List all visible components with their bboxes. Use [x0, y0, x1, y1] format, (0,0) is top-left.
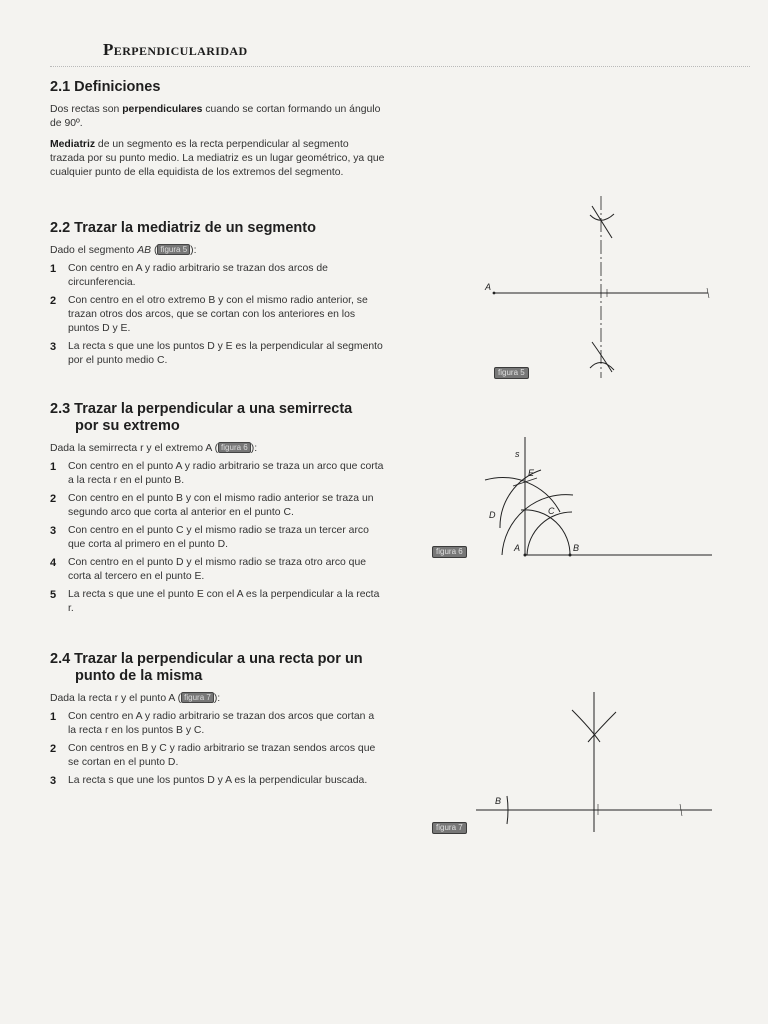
text-italic: AB — [137, 245, 152, 256]
arc-bottom-left — [592, 342, 612, 372]
step-number: 5 — [50, 589, 57, 601]
page-title: Perpendicularidad — [103, 40, 248, 59]
heading-line: 2.3 Trazar la perpendicular a una semirrecta — [50, 401, 353, 417]
step-list — [50, 460, 385, 616]
text-span: Dada la recta r y el punto A ( — [50, 693, 182, 704]
point-b — [569, 554, 572, 557]
step-number: 1 — [50, 461, 57, 473]
step-text: La recta s que une el punto E con el A es la perpendicular a la recta r. — [68, 589, 380, 614]
section-heading: 2.2 Trazar la mediatriz de un segmento — [50, 220, 316, 236]
label-b: B — [573, 543, 580, 553]
step-number: 1 — [50, 263, 57, 275]
tick-c — [680, 804, 682, 816]
step-list — [50, 710, 385, 788]
step-text: La recta s que une los puntos D y E es la perpendicular al segmento por el punto medio C. — [68, 341, 383, 366]
step-text: Con centros en B y C y radio arbitrario se trazan sendos arcos que se cortan en el punto D. — [68, 743, 376, 768]
arc-top-left — [590, 214, 614, 220]
step-number: 2 — [50, 743, 57, 755]
point-a — [493, 292, 496, 295]
arc-from-b — [521, 510, 570, 556]
section-intro: Dado el segmento AB ( figura 5 ): — [50, 245, 197, 256]
arc-from-d — [500, 470, 541, 528]
term-bold: Mediatriz — [50, 139, 96, 150]
step-text: Con centro en A y radio arbitrario se trazan dos arcos que cortan a la recta r en los puntos B y C. — [68, 711, 375, 736]
label-a: A — [485, 282, 492, 292]
figure-7-label: figura 7 — [432, 822, 467, 834]
arc-first — [527, 512, 572, 555]
label-s: s — [515, 449, 520, 459]
step-text: Con centro en el otro extremo B y con el mismo radio anterior, se trazan otros dos arcos, que se cortan con los anteriores en los puntos D y E. — [68, 295, 368, 334]
step-item — [50, 742, 385, 770]
figure-6-label: figura 6 — [432, 546, 467, 558]
title-divider — [50, 66, 750, 68]
step-number: 2 — [50, 493, 57, 505]
step-number: 1 — [50, 711, 57, 723]
step-item — [50, 774, 385, 788]
arc-d-left — [572, 710, 600, 742]
definition-mediatriz — [50, 138, 385, 180]
figure-reference: figura 7 — [181, 692, 214, 703]
label-e: E — [528, 468, 535, 478]
step-text: Con centro en el punto B y con el mismo radio anterior se traza un segundo arco que corta al anterior en el punto C. — [68, 493, 374, 518]
step-text: Con centro en A y radio arbitrario se trazan dos arcos de circunferencia. — [68, 263, 328, 288]
step-item — [50, 588, 385, 616]
heading-line: 2.4 Trazar la perpendicular a una recta por un — [50, 651, 363, 667]
arc-top-right — [592, 206, 612, 238]
step-item — [50, 710, 385, 738]
term-bold: perpendiculares — [122, 104, 203, 115]
section-heading — [50, 401, 385, 435]
step-item — [50, 460, 385, 488]
section-perpendicular-recta — [50, 651, 385, 792]
step-item — [50, 492, 385, 520]
step-list — [50, 262, 385, 368]
text-span: Dos rectas son — [50, 104, 123, 115]
label-c: C — [548, 506, 555, 516]
label-d: D — [489, 510, 496, 520]
arc-d-right — [588, 712, 616, 742]
step-number: 3 — [50, 525, 57, 537]
arc-from-c — [485, 478, 560, 512]
text-span: Dado el segmento — [50, 245, 138, 256]
section-intro — [50, 692, 385, 706]
arc-bottom-right — [590, 362, 614, 370]
section-heading: 2.1 Definiciones — [50, 79, 161, 95]
step-number: 2 — [50, 295, 57, 307]
arc-from-a — [502, 495, 573, 555]
step-item — [50, 340, 385, 368]
text-span: ): — [190, 245, 197, 256]
figure-5-label: figura 5 — [494, 367, 529, 379]
point-a — [524, 554, 527, 557]
step-number: 4 — [50, 557, 57, 569]
label-a: A — [514, 543, 521, 553]
heading-line: por su extremo — [75, 418, 180, 434]
figure-reference: figura 6 — [218, 442, 251, 453]
section-heading — [50, 651, 385, 685]
text-span: Dada la semirrecta r y el extremo A ( — [50, 443, 219, 454]
step-text: Con centro en el punto D y el mismo radio se traza otro arco que corta al tercero en el punto E. — [68, 557, 367, 582]
step-text: Con centro en el punto A y radio arbitrario se traza un arco que corta a la recta r en el punto B. — [68, 461, 384, 486]
step-number: 3 — [50, 775, 57, 787]
tick-b — [707, 288, 709, 298]
step-number: 3 — [50, 341, 57, 353]
definition-perpendiculares — [50, 103, 385, 131]
heading-line: punto de la misma — [75, 668, 203, 684]
figure-reference: figura 5 — [157, 244, 190, 255]
arc-b — [507, 796, 508, 824]
section-perpendicular-semirrecta — [50, 401, 385, 620]
text-span: ): — [213, 693, 221, 704]
step-item — [50, 294, 385, 336]
label-b: B — [495, 796, 502, 806]
step-item — [50, 262, 385, 290]
text-span: cuando se cortan formando un ángulo de 90º. — [50, 104, 381, 129]
text-span: de un segmento es la recta perpendicular al segmento trazada por su punto medio. La mediatriz es un lugar geométrico, ya que cualquier punto de ella equidista de los extremos del segmento. — [50, 139, 385, 178]
section-mediatriz — [50, 220, 385, 372]
step-text: Con centro en el punto C y el mismo radio se traza un tercer arco que corta al primero en el punto D. — [68, 525, 369, 550]
section-definiciones — [50, 79, 385, 180]
section-intro — [50, 442, 385, 456]
step-item — [50, 556, 385, 584]
step-item — [50, 524, 385, 552]
cross-e — [513, 478, 537, 486]
step-text: La recta s que une los puntos D y A es la perpendicular buscada. — [68, 775, 368, 786]
text-span: ): — [250, 443, 258, 454]
